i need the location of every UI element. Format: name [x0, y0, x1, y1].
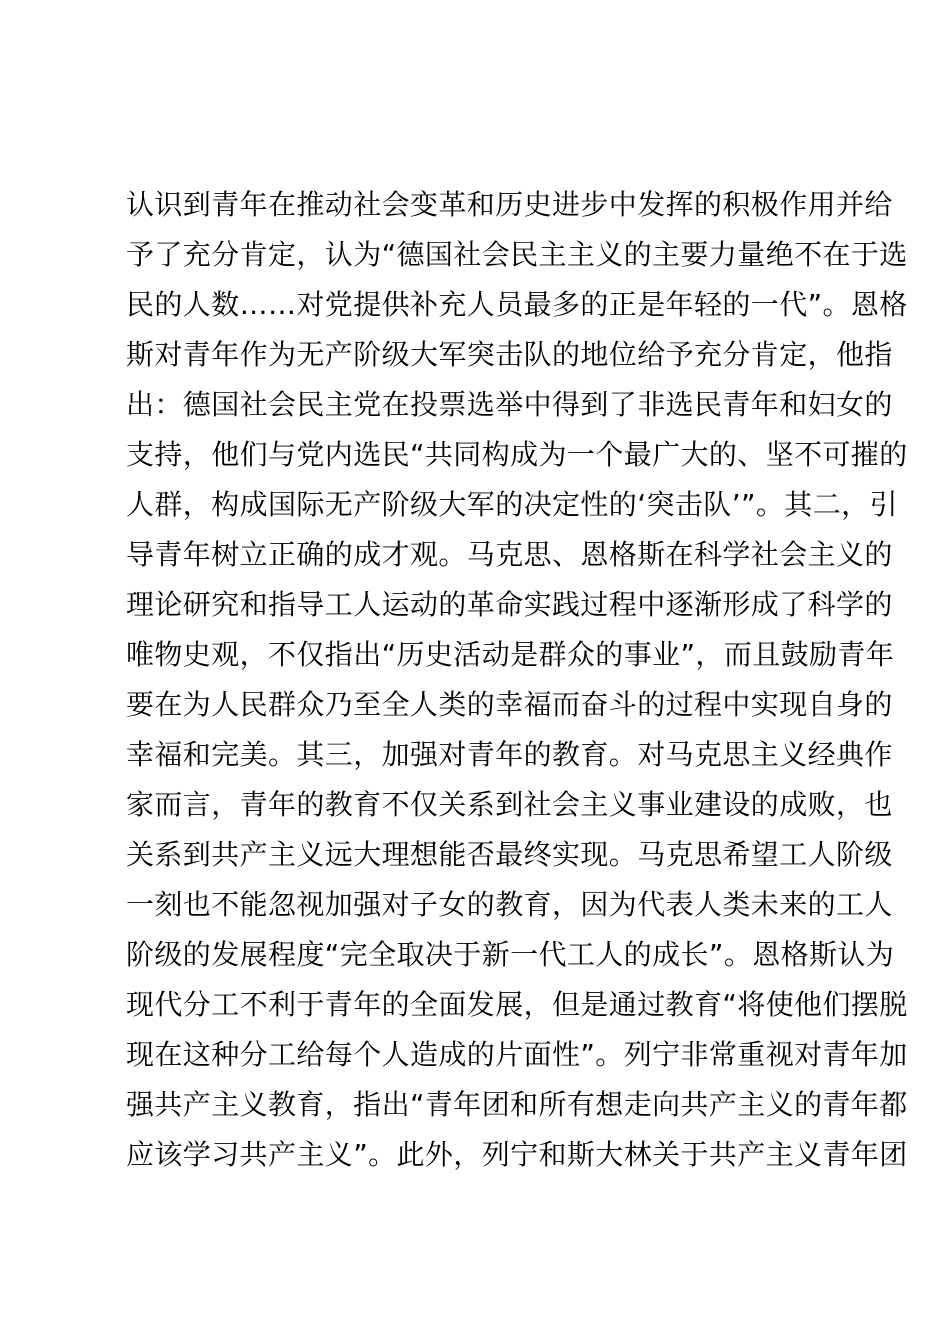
text-line: 强共产主义教育，指出“青年团和所有想走向共产主义的青年都: [126, 1088, 908, 1121]
text-line: 关系到共产主义远大理想能否最终实现。马克思希望工人阶级: [126, 838, 893, 871]
text-line: 家而言，青年的教育不仅关系到社会主义事业建设的成败，也: [126, 788, 893, 821]
text-line: 斯对青年作为无产阶级大军突击队的地位给予充分肯定，他指: [126, 338, 893, 371]
text-line: 现在这种分工给每个人造成的片面性”。列宁非常重视对青年加: [126, 1038, 908, 1071]
text-line: 导青年树立正确的成才观。马克思、恩格斯在科学社会主义的: [126, 538, 893, 571]
text-line: 阶级的发展程度“完全取决于新一代工人的成长”。恩格斯认为: [126, 938, 895, 971]
text-line: 要在为人民群众乃至全人类的幸福而奋斗的过程中实现自身的: [126, 688, 893, 721]
text-line: 应该学习共产主义”。此外，列宁和斯大林关于共产主义青年团: [126, 1138, 908, 1171]
text-line: 出：德国社会民主党在投票选举中得到了非选民青年和妇女的: [126, 388, 893, 421]
text-line: 唯物史观，不仅指出“历史活动是群众的事业”，而且鼓励青年: [126, 638, 895, 671]
text-line: 人群，构成国际无产阶级大军的决定性的‘突击队’”。其二，引: [126, 488, 898, 521]
text-line: 一刻也不能忽视加强对子女的教育，因为代表人类未来的工人: [126, 888, 893, 921]
body-paragraph: [126, 180, 908, 1180]
text-line: 民的人数……对党提供补充人员最多的正是年轻的一代”。恩格: [126, 288, 908, 321]
text-line: 幸福和完美。其三，加强对青年的教育。对马克思主义经典作: [126, 738, 893, 771]
text-line: 现代分工不利于青年的全面发展，但是通过教育“将使他们摆脱: [126, 988, 908, 1021]
text-line: 予了充分肯定，认为“德国社会民主主义的主要力量绝不在于选: [126, 238, 908, 271]
text-line: 支持，他们与党内选民“共同构成为一个最广大的、坚不可摧的: [126, 438, 908, 471]
text-line: 认识到青年在推动社会变革和历史进步中发挥的积极作用并给: [126, 188, 893, 221]
text-line: 理论研究和指导工人运动的革命实践过程中逐渐形成了科学的: [126, 588, 893, 621]
